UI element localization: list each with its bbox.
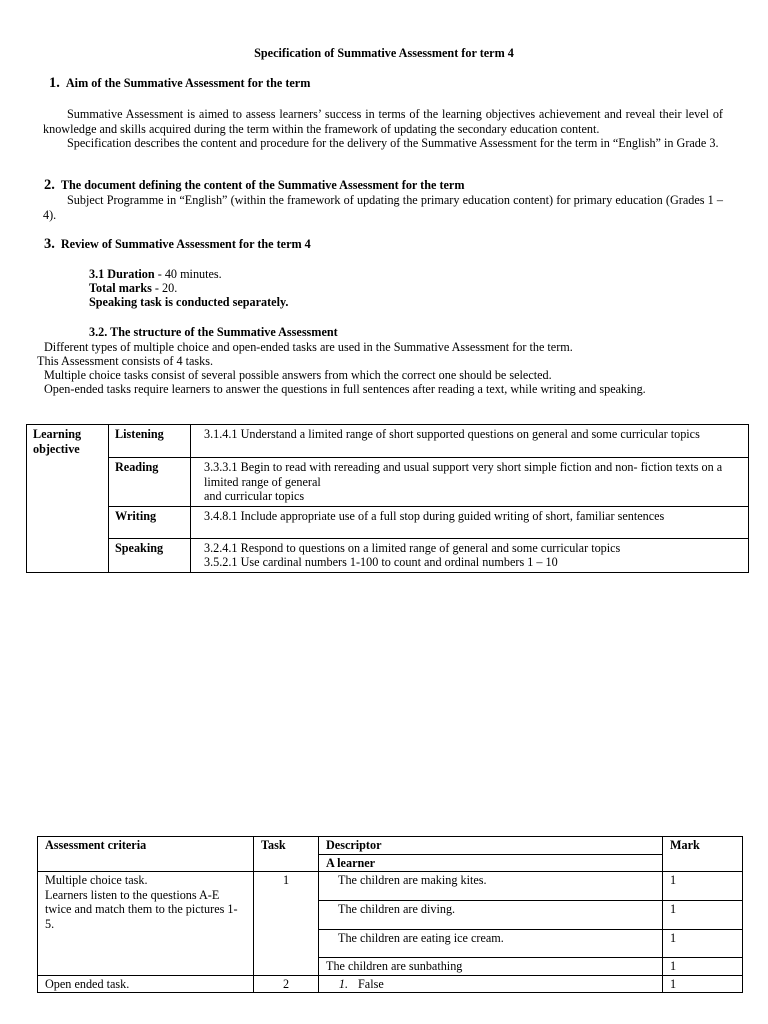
total-marks-value: - 20. (151, 281, 178, 295)
objective-speaking (191, 538, 749, 572)
table-row (38, 872, 743, 901)
task-1-mark-1: 1 (663, 872, 743, 901)
structure-line-1: Different types of multiple choice and open-ended tasks are used in the Summative Assessment for the term. (44, 340, 573, 354)
task-2-descriptor-1 (319, 975, 663, 993)
total-marks-label: Total marks (89, 281, 152, 295)
header-descriptor: Descriptor (319, 837, 663, 855)
document-title: Specification of Summative Assessment for term 4 (254, 46, 514, 60)
section-3-number: 3. (44, 236, 55, 252)
task-1-mark-3: 1 (663, 930, 743, 958)
list-item-number: 1. (338, 976, 348, 991)
total-marks-line (89, 281, 177, 296)
task-2-criteria: Open ended task. (38, 975, 254, 993)
learning-objective-label: Learning objective (27, 425, 109, 573)
objective-speaking-line-1: 3.2.4.1 Respond to questions on a limited range of general and some curricular topics (204, 540, 621, 555)
objective-listening: 3.1.4.1 Understand a limited range of short supported questions on general and some curricular topics (191, 425, 749, 458)
task-2-mark-1: 1 (663, 975, 743, 993)
learning-objectives-table (26, 424, 749, 573)
table-row (38, 975, 743, 993)
section-2-heading (44, 178, 465, 193)
section-3-heading (44, 237, 311, 252)
duration-label: 3.1 Duration (89, 267, 155, 281)
task-1-number: 1 (254, 872, 319, 976)
skill-speaking: Speaking (109, 538, 191, 572)
section-3-title: Review of Summative Assessment for the term 4 (60, 237, 311, 251)
task-1-criteria: Multiple choice task. Learners listen to the questions A-E twice and match them to the pictures 1-5. (38, 872, 254, 976)
subheader-a-learner: A learner (319, 854, 663, 872)
section-2-paragraph-1: Subject Programme in “English” (within the framework of updating the primary education content) for primary education (Grades 1 – 4). (43, 193, 723, 222)
task-2-number: 2 (254, 975, 319, 993)
section-1-number: 1. (49, 75, 60, 91)
task-1-mark-2: 1 (663, 901, 743, 930)
duration-value: - 40 minutes. (154, 267, 222, 281)
structure-line-4: Open-ended tasks require learners to answer the questions in full sentences after reading a text, while writing and speaking. (44, 382, 646, 396)
objective-reading-line-1: 3.3.3.1 Begin to read with rereading and usual support very short simple fiction and non- fiction texts on a limited range of general (204, 460, 723, 489)
header-assessment-criteria: Assessment criteria (38, 837, 254, 872)
table-row (27, 506, 749, 538)
skill-reading: Reading (109, 458, 191, 507)
task-1-descriptor-1: The children are making kites. (319, 872, 663, 901)
section-1-body (43, 107, 723, 151)
objective-writing: 3.4.8.1 Include appropriate use of a full stop during guided writing of short, familiar sentences (191, 506, 749, 538)
header-task: Task (254, 837, 319, 872)
task-1-descriptor-3: The children are eating ice cream. (319, 930, 663, 958)
section-1-paragraph-2: Specification describes the content and procedure for the delivery of the Summative Assessment for the term in “English” in Grade 3. (67, 136, 719, 150)
section-1-heading (49, 76, 310, 91)
section-1-title: Aim of the Summative Assessment for the term (65, 76, 311, 90)
task-1-descriptor-2: The children are diving. (319, 901, 663, 930)
table-row (27, 458, 749, 507)
assessment-criteria-table (37, 836, 743, 993)
objective-reading-line-2: and curricular topics (204, 489, 305, 503)
objective-reading (191, 458, 749, 507)
speaking-note: Speaking task is conducted separately. (89, 295, 289, 309)
structure-heading: 3.2. The structure of the Summative Assessment (89, 325, 338, 339)
skill-writing: Writing (109, 506, 191, 538)
section-2-body (43, 193, 723, 222)
task-1-mark-4: 1 (663, 958, 743, 976)
duration-line (89, 267, 222, 282)
section-2-number: 2. (44, 177, 55, 193)
objective-speaking-line-2: 3.5.2.1 Use cardinal numbers 1-100 to count and ordinal numbers 1 – 10 (204, 555, 558, 569)
skill-listening: Listening (109, 425, 191, 458)
section-2-title: The document defining the content of the Summative Assessment for the term (60, 178, 465, 192)
task-1-descriptor-4: The children are sunbathing (319, 958, 663, 976)
table-row (27, 425, 749, 458)
section-1-paragraph-1: Summative Assessment is aimed to assess learners’ success in terms of the learning objectives achievement and reveal their level of knowledge and skills acquired during the term within the framework of updating the secondary education content. (43, 107, 723, 136)
table-header-row (38, 837, 743, 855)
task-2-descriptor-text: False (358, 976, 384, 991)
structure-line-2: This Assessment consists of 4 tasks. (37, 354, 214, 368)
structure-line-3: Multiple choice tasks consist of several possible answers from which the correct one should be selected. (44, 368, 552, 382)
header-mark: Mark (663, 837, 743, 872)
table-row (27, 538, 749, 572)
